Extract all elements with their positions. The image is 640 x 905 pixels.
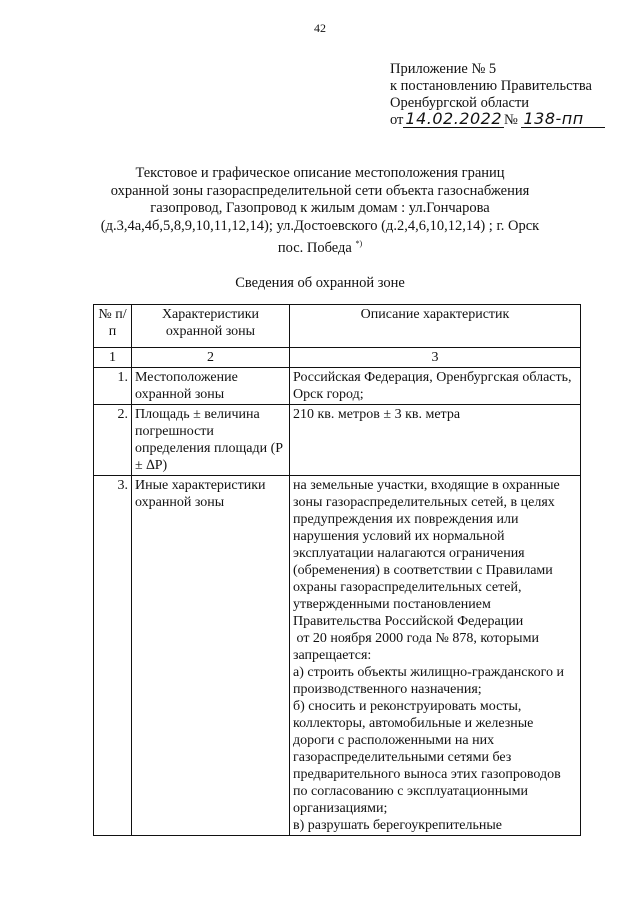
header-description: Описание характеристик bbox=[290, 305, 581, 348]
index-cell: 3 bbox=[290, 348, 581, 368]
index-cell: 1 bbox=[94, 348, 132, 368]
table-row bbox=[94, 368, 581, 405]
handwritten-number: 138-пп bbox=[523, 109, 584, 128]
title-line-3: газопровод, Газопровод к жилым домам : ул.Гончарова bbox=[150, 200, 490, 216]
row-description: 210 кв. метров ± 3 кв. метра bbox=[290, 405, 581, 476]
title-line-2: охранной зоны газораспределительной сети объекта газоснабжения bbox=[110, 182, 530, 199]
document-title bbox=[100, 165, 540, 257]
description-line: от 20 ноября 2000 года № 878, которыми bbox=[293, 631, 539, 646]
header-characteristic: Характеристики охранной зоны bbox=[132, 305, 290, 348]
table-row bbox=[94, 476, 581, 836]
description-line: производственного назначения; bbox=[293, 682, 482, 697]
title-line-4: (д.3,4а,4б,5,8,9,10,11,12,14); ул.Достоевского (д.2,4,6,10,12,14) ; г. Орск bbox=[100, 217, 540, 234]
appendix-block bbox=[390, 61, 605, 129]
row-num: 1. bbox=[94, 368, 132, 405]
description-line: охраны газораспределительных сетей, bbox=[293, 580, 522, 595]
title-line-5-text: пос. Победа bbox=[277, 239, 352, 256]
description-line: газораспределительными сетями без bbox=[293, 750, 512, 765]
title-line-1: Текстовое и графическое описание местоположения границ bbox=[135, 165, 505, 181]
description-line: предварительного выноса этих газопроводов bbox=[293, 767, 561, 782]
row-num: 2. bbox=[94, 405, 132, 476]
description-line: зоны газораспределительных сетей, в целях bbox=[293, 495, 555, 510]
description-line: запрещается: bbox=[293, 648, 372, 663]
description-line: по согласованию с эксплуатационными bbox=[293, 784, 528, 799]
number-prefix: № bbox=[504, 112, 518, 128]
description-line: организациями; bbox=[293, 801, 388, 816]
description-line: на земельные участки, входящие в охранные bbox=[293, 478, 560, 493]
table-row bbox=[94, 405, 581, 476]
handwritten-date: 14.02.2022 bbox=[405, 109, 503, 128]
description-line: Правительства Российской Федерации bbox=[293, 614, 524, 629]
appendix-date-line bbox=[390, 109, 605, 129]
description-line: дороги с расположенными на них bbox=[293, 733, 495, 748]
page-number: 42 bbox=[314, 21, 326, 35]
row-characteristic: Иные характеристики охранной зоны bbox=[132, 476, 290, 836]
section-title: Сведения об охранной зоне bbox=[235, 275, 405, 291]
description-line: нарушения условий их нормальной bbox=[293, 529, 505, 544]
index-cell: 2 bbox=[132, 348, 290, 368]
date-prefix: от bbox=[390, 112, 404, 128]
description-line: предупреждения их повреждения или bbox=[293, 512, 519, 527]
table-header-row bbox=[94, 305, 581, 348]
row-characteristic: Площадь ± величина погрешности определения площади (Р ± ∆Р) bbox=[132, 405, 290, 476]
row-characteristic: Местоположение охранной зоны bbox=[132, 368, 290, 405]
zone-info-table bbox=[93, 304, 581, 836]
row-description-multiline bbox=[290, 476, 581, 836]
row-num: 3. bbox=[94, 476, 132, 836]
description-line: эксплуатации налагаются ограничения bbox=[293, 546, 525, 561]
appendix-line-1: Приложение № 5 bbox=[390, 61, 497, 77]
description-line: а) строить объекты жилищно-гражданского и bbox=[293, 665, 564, 680]
row-description: Российская Федерация, Оренбургская область, Орск город; bbox=[290, 368, 581, 405]
appendix-line-3: Оренбургской области bbox=[390, 95, 530, 111]
description-line: коллекторы, автомобильные и железные bbox=[293, 716, 534, 731]
title-line-5 bbox=[100, 235, 540, 257]
appendix-line-2: к постановлению Правительства bbox=[390, 78, 592, 94]
description-line: в) разрушать берегоукрепительные bbox=[293, 818, 503, 833]
description-line: утвержденными постановлением bbox=[293, 597, 491, 612]
description-line: б) сносить и реконструировать мосты, bbox=[293, 699, 522, 714]
footnote-mark: *) bbox=[355, 239, 363, 248]
table-index-row bbox=[94, 348, 581, 368]
header-num: № п/п bbox=[94, 305, 132, 348]
description-line: (обременения) в соответствии с Правилами bbox=[293, 563, 553, 578]
